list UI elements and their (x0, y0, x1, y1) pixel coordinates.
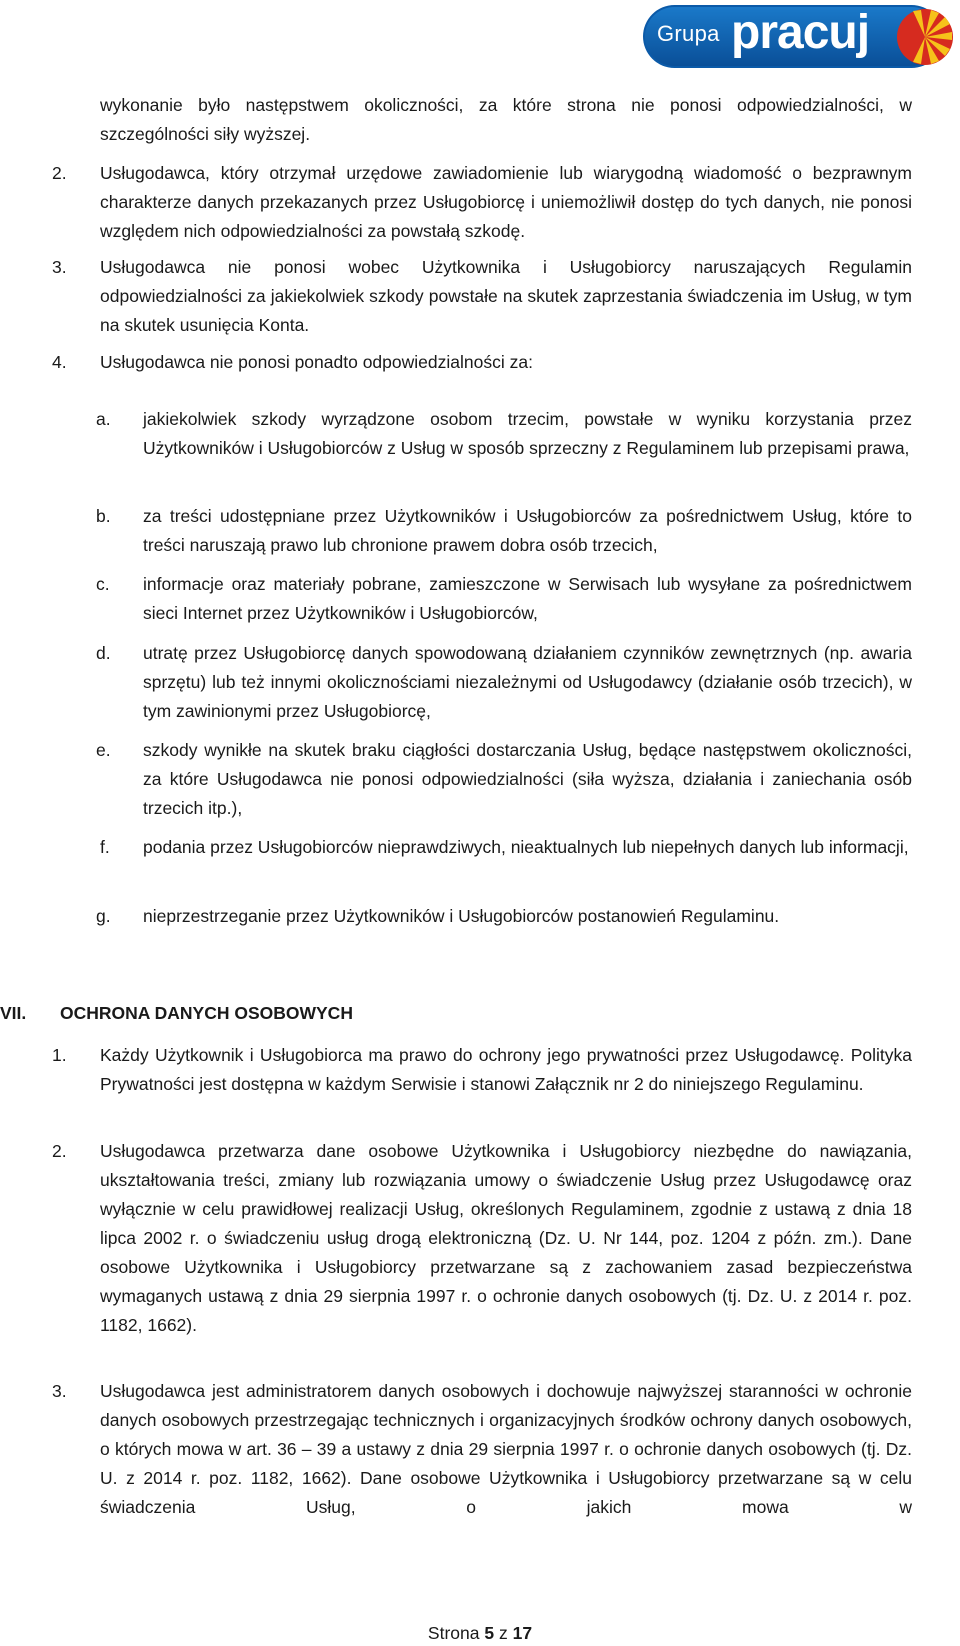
list-number: 3. (52, 257, 67, 277)
sublist-letter: b. (96, 506, 111, 526)
footer-separator: z (498, 1623, 508, 1643)
page-footer (0, 1621, 960, 1645)
sublist-letter: f. (100, 837, 110, 857)
sublist-item-text: szkody wynikłe na skutek braku ciągłości dostarczania Usług, będące następstwem okoliczności, za które Usługodawca nie ponosi odpowiedzialności (siła wyższa, działania i zaniechania osób trzecich itp.), (143, 740, 912, 818)
sublist-item-text: jakiekolwiek szkody wyrządzone osobom trzecim, powstałe w wyniku korzystania przez Użytkowników i Usługobiorców z Usług w sposób sprzeczny z Regulaminem lub przepisami prawa, (143, 409, 912, 458)
list-item-text: Usługodawca nie ponosi ponadto odpowiedzialności za: (100, 352, 533, 372)
continuation-paragraph: wykonanie było następstwem okoliczności, za które strona nie ponosi odpowiedzialności, w szczególności siły wyższej. (100, 95, 912, 144)
logo-name: pracuj (731, 6, 870, 59)
list-item-text: Usługodawca przetwarza dane osobowe Użytkownika i Usługobiorcy niezbędne do nawiązania, ukształtowania treści, zmiany lub rozwiązania umowy o świadczenie Usług przez Usługodawcę oraz wyłącznie w celu prawidłowej realizacji Usług, określonych Regulaminem, zgodnie z ustawą z dnia 18 lipca 2002 r. o świadczeniu usług drogą elektroniczną (Dz. U. Nr 144, poz. 1204 z późn. zm.). Dane osobowe Użytkownika i Usługobiorcy przetwarzane są z zachowaniem zasad bezpieczeństwa wymaganych ustawą z dnia 29 sierpnia 1997 r. o ochronie danych osobowych (tj. Dz. U. z 2014 r. poz. 1182, 1662). (100, 1141, 912, 1335)
list-item-text: Usługodawca nie ponosi wobec Użytkownika i Usługobiorcy naruszających Regulamin odpowiedzialności za jakiekolwiek szkody powstałe na skutek zaprzestania świadczenia im Usług, w tym na skutek usunięcia Konta. (100, 257, 912, 335)
logo-prefix: Grupa (657, 21, 720, 46)
sublist-letter: c. (96, 574, 110, 594)
list-number: 3. (52, 1381, 67, 1401)
list-number: 2. (52, 163, 67, 183)
list-number: 1. (52, 1045, 67, 1065)
section-title: OCHRONA DANYCH OSOBOWYCH (60, 1003, 353, 1023)
list-item-text: Usługodawca, który otrzymał urzędowe zawiadomienie lub wiarygodną wiadomość o bezprawnym charakterze danych przekazanych przez Usługobiorcę i uniemożliwił dostęp do tych danych, nie ponosi względem nich odpowiedzialności za powstałą szkodę. (100, 163, 912, 241)
sublist-letter: e. (96, 740, 111, 760)
footer-page-number: 5 (484, 1623, 495, 1643)
list-number: 2. (52, 1141, 67, 1161)
sublist-item-text: za treści udostępniane przez Użytkowników i Usługobiorców za pośrednictwem Usług, które to treści naruszają prawo lub chronione prawem dobra osób trzecich, (143, 506, 912, 555)
sublist-item-text: informacje oraz materiały pobrane, zamieszczone w Serwisach lub wysyłane za pośrednictwem sieci Internet przez Użytkowników i Usługobiorców, (143, 574, 912, 623)
list-item-text: Każdy Użytkownik i Usługobiorca ma prawo do ochrony jego prywatności przez Usługodawcę. Polityka Prywatności jest dostępna w każdym Serwisie i stanowi Załącznik nr 2 do niniejszego Regulaminu. (100, 1045, 912, 1094)
sublist-item-text: podania przez Usługobiorców nieprawdziwych, nieaktualnych lub niepełnych danych lub informacji, (143, 837, 909, 857)
sun-icon (895, 7, 955, 67)
list-number: 4. (52, 352, 67, 372)
sublist-item-text: nieprzestrzeganie przez Użytkowników i Usługobiorców postanowień Regulaminu. (143, 906, 780, 926)
grupa-pracuj-logo (643, 5, 956, 68)
sublist-item-text: utratę przez Usługobiorcę danych spowodowaną działaniem czynników zewnętrznych (np. awaria sprzętu) lub też innymi okolicznościami niezależnymi od Usługodawcy (działanie osób trzecich), w tym zawinionymi przez Usługobiorcę, (143, 643, 912, 721)
sublist-letter: a. (96, 409, 111, 429)
footer-label: Strona (427, 1623, 480, 1643)
list-item-text: Usługodawca jest administratorem danych osobowych i dochowuje najwyższej staranności w ochronie danych osobowych przestrzegając technicznych i organizacyjnych środków ochrony danych osobowych, o których mowa w art. 36 – 39 a ustawy z dnia 29 sierpnia 1997 r. o ochronie danych osobowych (tj. Dz. U. z 2014 r. poz. 1182, 1662). Dane osobowe Użytkownika i Usługobiorcy przetwarzane są w celu świadczenia Usług, o jakich mowa w (100, 1381, 912, 1517)
sublist-letter: g. (96, 906, 111, 926)
footer-page-total: 17 (512, 1623, 533, 1643)
sublist-letter: d. (96, 643, 111, 663)
section-number: VII. (0, 1003, 27, 1023)
